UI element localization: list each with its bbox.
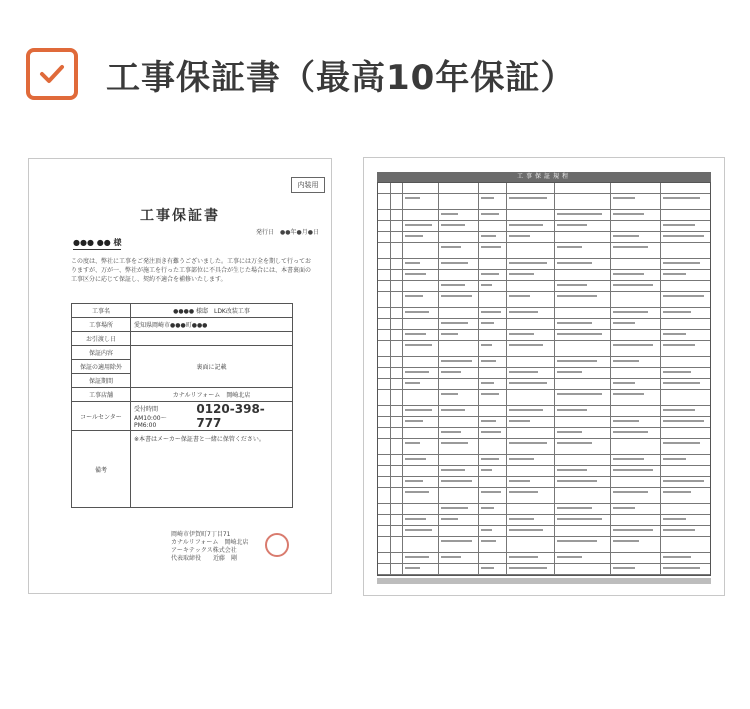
text-line (557, 333, 602, 335)
text-line (557, 224, 587, 226)
text-line (613, 491, 648, 493)
text-line (613, 322, 635, 324)
grid-line (378, 563, 710, 564)
text-line (481, 567, 494, 569)
text-line (441, 213, 458, 215)
grid-line (378, 552, 710, 553)
text-line (663, 311, 691, 313)
text-line (481, 197, 494, 199)
grid-line (378, 438, 710, 439)
text-line (663, 197, 700, 199)
text-line (405, 333, 426, 335)
company-seal-icon (265, 533, 289, 557)
text-line (557, 295, 597, 297)
text-line (613, 540, 639, 542)
text-line (441, 360, 472, 362)
certificate-notice: この度は、弊社に工事をご発注頂き有難うございました。工事には万全を期して行っておりますが、万が一、弊社が施工を行った工事部位に不具合が生じた場合には、本書裏面の工事区分に応じて保証し、契約不適合を補修いたします。 (71, 258, 312, 283)
text-line (557, 393, 602, 395)
text-line (509, 458, 534, 460)
text-line (405, 556, 429, 558)
text-line (509, 420, 530, 422)
grid-line (378, 454, 710, 455)
table-row: お引渡し日 (72, 332, 293, 346)
text-line (613, 420, 639, 422)
text-line (509, 409, 543, 411)
text-line (509, 295, 530, 297)
text-line (441, 322, 468, 324)
text-line (557, 480, 597, 482)
text-line (509, 556, 538, 558)
text-line (405, 567, 420, 569)
text-line (557, 371, 582, 373)
text-line (509, 273, 534, 275)
text-line (613, 529, 653, 531)
terms-footer-bar (377, 578, 711, 584)
grid-line (378, 220, 710, 221)
text-line (663, 262, 700, 264)
text-line (481, 360, 496, 362)
checkbox-checked-icon (26, 48, 78, 100)
text-line (405, 420, 423, 422)
text-line (481, 393, 499, 395)
text-line (441, 507, 468, 509)
text-line (557, 322, 592, 324)
text-line (481, 458, 499, 460)
text-line (405, 371, 429, 373)
text-line (613, 567, 635, 569)
text-line (441, 409, 465, 411)
warranty-certificate-image (28, 158, 332, 594)
text-line (613, 246, 648, 248)
text-line (663, 458, 686, 460)
text-line (613, 360, 639, 362)
text-line (613, 235, 639, 237)
text-line (663, 529, 695, 531)
table-row: コールセンター 受付時間 AM10:00～PM6:00 0120-398-777 (72, 402, 293, 431)
text-line (613, 393, 644, 395)
text-line (663, 409, 695, 411)
text-line (405, 197, 420, 199)
text-line (509, 518, 534, 520)
text-line (663, 556, 691, 558)
text-line (441, 442, 468, 444)
grid-line (378, 307, 710, 308)
text-line (481, 246, 501, 248)
grid-line (378, 193, 710, 194)
grid-line (378, 340, 710, 341)
text-line (557, 442, 592, 444)
grid-line (378, 574, 710, 575)
text-line (557, 246, 582, 248)
text-line (509, 480, 530, 482)
grid-line (378, 405, 710, 406)
text-line (405, 518, 426, 520)
grid-line (378, 242, 710, 243)
text-line (663, 333, 686, 335)
text-line (481, 273, 499, 275)
text-line (509, 197, 547, 199)
grid-line (378, 427, 710, 428)
text-line (405, 311, 429, 313)
text-line (405, 491, 429, 493)
text-line (441, 480, 472, 482)
grid-line (378, 356, 710, 357)
text-line (405, 442, 420, 444)
terms-table (377, 182, 711, 576)
page-title: 工事保証書（最高10年保証） (106, 57, 576, 98)
issuer-block: 岡崎市伊賀町7丁目71 カナルリフォーム 岡崎北店 アーキテックス株式会社 代表取締役 近藤 剛 (171, 531, 249, 562)
text-line (509, 529, 543, 531)
text-line (441, 246, 461, 248)
text-line (557, 540, 597, 542)
text-line (481, 311, 501, 313)
text-line (441, 540, 472, 542)
text-line (481, 284, 492, 286)
table-row: 工事名 ●●●● 様邸 LDK改装工事 (72, 304, 293, 318)
text-line (441, 556, 461, 558)
text-line (405, 529, 432, 531)
text-line (405, 409, 432, 411)
text-line (441, 224, 465, 226)
text-line (663, 295, 704, 297)
text-line (441, 431, 461, 433)
text-line (441, 262, 468, 264)
text-line (509, 344, 543, 346)
text-line (663, 344, 695, 346)
grid-line (378, 318, 710, 319)
issue-date: 発行日 ●●年●月●日 (256, 229, 319, 236)
text-line (481, 322, 494, 324)
text-line (663, 567, 700, 569)
text-line (405, 344, 432, 346)
text-line (663, 382, 700, 384)
grid-line (378, 514, 710, 515)
notes-text: ※本書はメーカー保証書と一緒に保管ください。 (131, 431, 293, 508)
text-line (481, 382, 494, 384)
table-row: 保証内容 裏面に記載 (72, 346, 293, 360)
text-line (441, 295, 472, 297)
client-name: ●●● ●● 様 (73, 237, 121, 250)
text-line (509, 491, 538, 493)
text-line (613, 458, 644, 460)
text-line (663, 224, 695, 226)
text-line (557, 360, 597, 362)
text-line (405, 295, 423, 297)
text-line (509, 382, 547, 384)
text-line (481, 469, 492, 471)
certificate-info-table (71, 303, 293, 508)
text-line (481, 235, 496, 237)
text-line (441, 333, 458, 335)
text-line (441, 393, 458, 395)
text-line (613, 311, 648, 313)
text-line (613, 344, 653, 346)
text-line (663, 420, 704, 422)
text-line (509, 371, 538, 373)
table-row: 保証の適用除外 (72, 360, 293, 374)
text-line (557, 518, 602, 520)
text-line (405, 224, 432, 226)
text-line (613, 213, 644, 215)
text-line (557, 409, 587, 411)
text-line (509, 442, 547, 444)
grid-line (378, 487, 710, 488)
text-line (509, 311, 538, 313)
text-line (405, 262, 420, 264)
table-row: 備考 ※本書はメーカー保証書と一緒に保管ください。 (72, 431, 293, 508)
section-heading (26, 44, 575, 104)
text-line (509, 262, 547, 264)
grid-line (378, 416, 710, 417)
grid-line (378, 476, 710, 477)
text-line (509, 567, 547, 569)
grid-line (378, 367, 710, 368)
text-line (613, 197, 635, 199)
text-line (509, 333, 534, 335)
table-row: 保証期間 (72, 374, 293, 388)
text-line (441, 371, 461, 373)
grid-line (378, 378, 710, 379)
table-row: 工事場所 愛知県岡崎市●●●町●●● (72, 318, 293, 332)
text-line (405, 480, 423, 482)
grid-line (378, 209, 710, 210)
text-line (557, 213, 602, 215)
grid-line (378, 231, 710, 232)
text-line (557, 556, 582, 558)
stamp-label: 内装用 (291, 177, 325, 193)
text-line (557, 507, 592, 509)
text-line (557, 469, 587, 471)
text-line (481, 344, 492, 346)
grid-line (378, 329, 710, 330)
grid-line (378, 525, 710, 526)
text-line (405, 235, 423, 237)
text-line (663, 235, 704, 237)
grid-line (378, 536, 710, 537)
text-line (441, 284, 465, 286)
text-line (613, 273, 644, 275)
text-line (613, 382, 635, 384)
text-line (557, 431, 582, 433)
text-line (405, 458, 426, 460)
text-line (405, 382, 420, 384)
grid-line (378, 465, 710, 466)
text-line (663, 480, 704, 482)
text-line (663, 273, 686, 275)
text-line (481, 491, 501, 493)
terms-header: 工事保証規程 (377, 172, 711, 182)
text-line (613, 507, 635, 509)
grid-line (378, 389, 710, 390)
text-line (663, 518, 686, 520)
text-line (557, 262, 592, 264)
grid-line (378, 258, 710, 259)
text-line (441, 469, 465, 471)
text-line (613, 469, 653, 471)
grid-line (378, 269, 710, 270)
grid-line (378, 280, 710, 281)
text-line (481, 431, 501, 433)
grid-line (378, 503, 710, 504)
text-line (509, 235, 530, 237)
text-line (441, 518, 458, 520)
text-line (663, 371, 691, 373)
warranty-terms-image (363, 157, 725, 596)
text-line (405, 273, 426, 275)
text-line (613, 284, 653, 286)
text-line (481, 507, 494, 509)
text-line (481, 529, 492, 531)
hours: AM10:00～PM6:00 (134, 414, 167, 429)
text-line (663, 442, 700, 444)
hours-label: 受付時間 (134, 405, 159, 413)
text-line (509, 224, 543, 226)
grid-line (378, 291, 710, 292)
text-line (663, 491, 691, 493)
text-line (481, 420, 496, 422)
text-line (481, 540, 496, 542)
phone-number: 0120-398-777 (196, 402, 265, 430)
certificate-title: 工事保証書 (140, 208, 220, 224)
text-line (557, 284, 587, 286)
text-line (613, 431, 648, 433)
text-line (481, 213, 499, 215)
table-row: 工事店舗 カナルリフォーム 岡崎北店 (72, 388, 293, 402)
